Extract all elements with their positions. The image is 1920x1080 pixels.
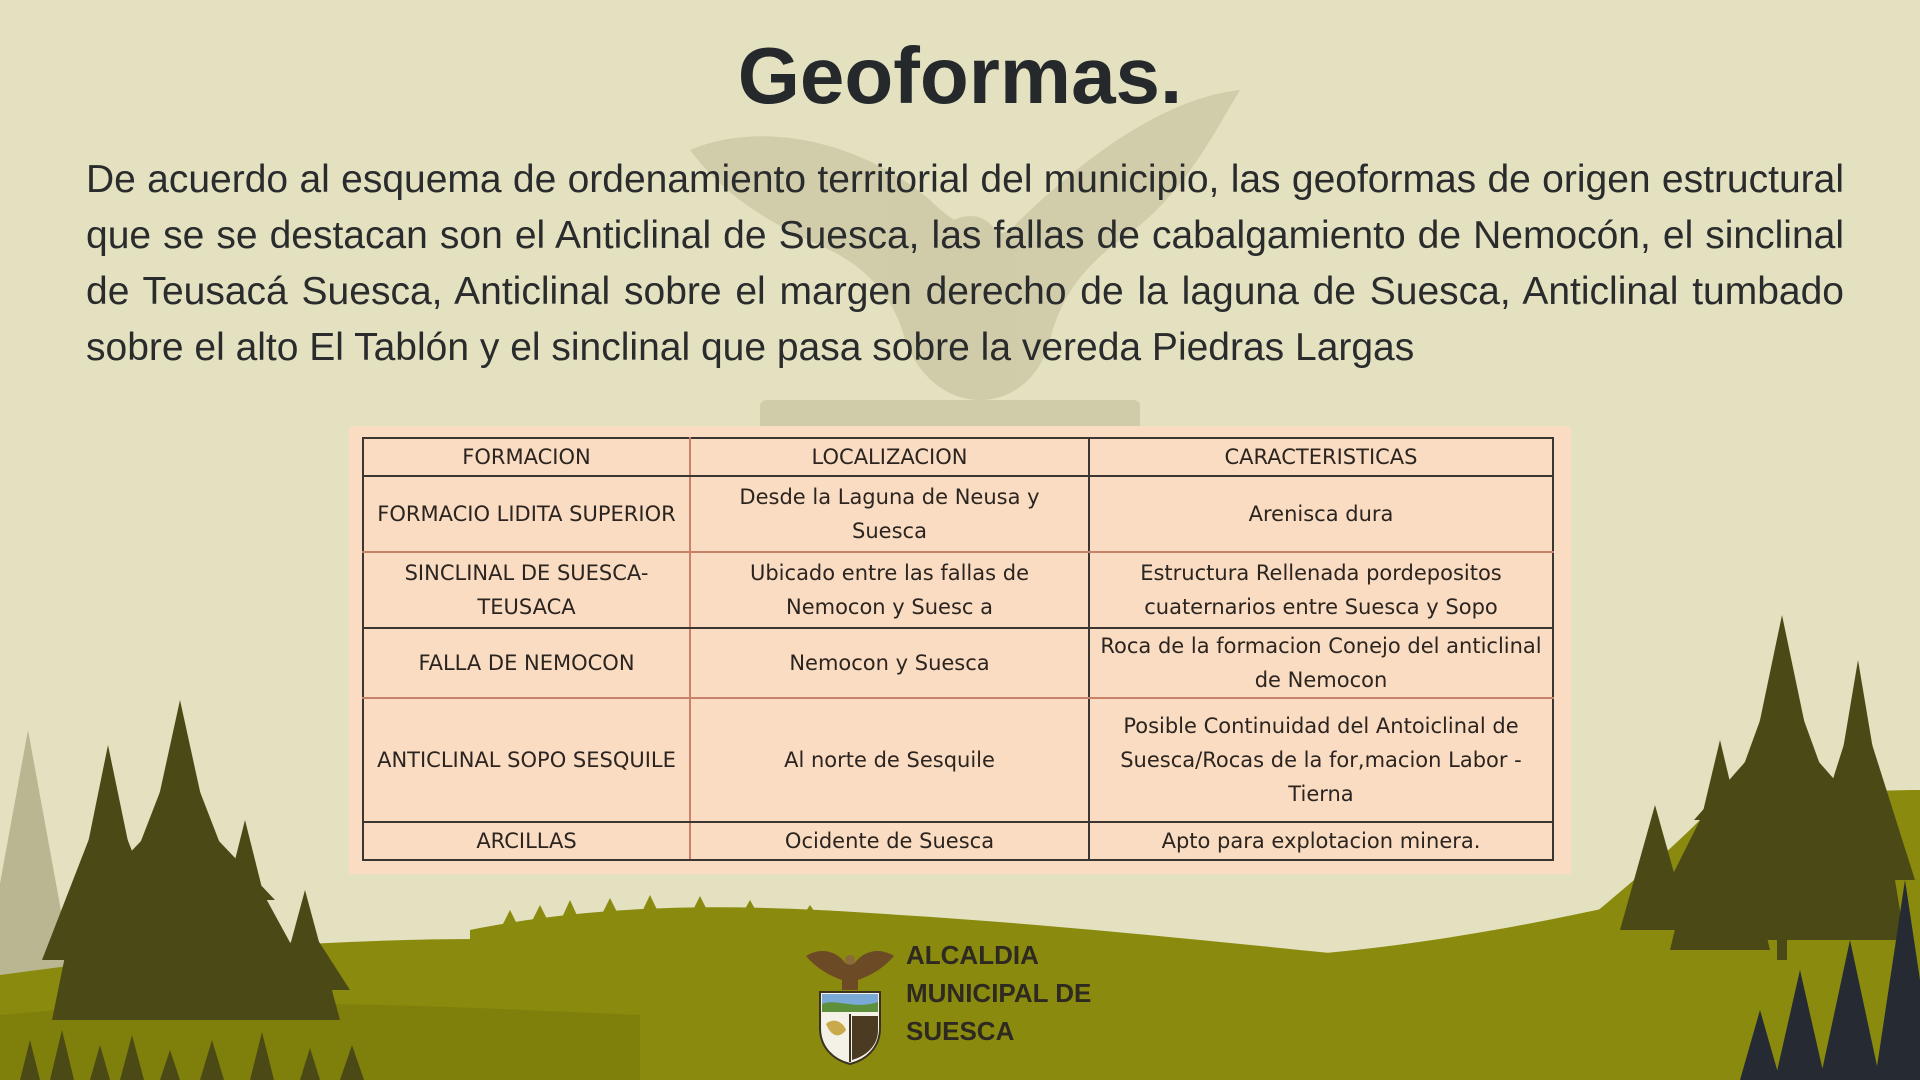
cell-localizacion: Desde la Laguna de Neusa y Suesca [690,476,1089,552]
footer-organization [906,936,1146,1050]
table-row [363,628,1553,698]
table-row [363,822,1553,860]
slide-title: Geoformas. [737,31,1183,120]
cell-formacion: ANTICLINAL SOPO SESQUILE [363,698,690,822]
table-header-row [363,438,1553,476]
footer-line-1: ALCALDIA [906,940,1039,970]
cell-localizacion: Ocidente de Suesca [690,822,1089,860]
cell-caracteristicas: Arenisca dura [1089,476,1553,552]
cell-localizacion: Ubicado entre las fallas de Nemocon y Suesc a [690,552,1089,628]
table-row [363,552,1553,628]
cell-formacion: ARCILLAS [363,822,690,860]
table-row [363,476,1553,552]
cell-formacion: SINCLINAL DE SUESCA-TEUSACA [363,552,690,628]
cell-caracteristicas: Posible Continuidad del Antoiclinal de Suesca/Rocas de la for,macion Labor - Tierna [1089,698,1553,822]
header-formacion: FORMACION [363,438,690,476]
eagle-coat-of-arms-icon [804,938,896,1066]
cell-localizacion: Al norte de Sesquile [690,698,1089,822]
cell-caracteristicas: Roca de la formacion Conejo del anticlinal de Nemocon [1089,628,1553,698]
cell-formacion: FORMACIO LIDITA SUPERIOR [363,476,690,552]
geoformas-table-panel [349,426,1571,874]
footer-line-2: MUNICIPAL DE [906,978,1092,1008]
cell-formacion: FALLA DE NEMOCON [363,628,690,698]
cell-caracteristicas: Apto para explotacion minera. [1089,822,1553,860]
cell-caracteristicas: Estructura Rellenada pordepositos cuaternarios entre Suesca y Sopo [1089,552,1553,628]
body-paragraph: De acuerdo al esquema de ordenamiento territorial del municipio, las geoformas de origen estructural que se se destacan son el Anticlinal de Suesca, las fallas de cabalgamiento de Nemocón, el sinclinal de Teusacá Suesca, Anticlinal sobre el margen derecho de la laguna de Suesca, Anticlinal tumbado sobre el alto El Tablón y el sinclinal que pasa sobre la vereda Piedras Largas [86,158,1844,369]
footer-line-3: SUESCA [906,1016,1015,1046]
header-localizacion: LOCALIZACION [690,438,1089,476]
header-caracteristicas: CARACTERISTICAS [1089,438,1553,476]
table-row [363,698,1553,822]
geoformas-table [362,437,1554,861]
cell-localizacion: Nemocon y Suesca [690,628,1089,698]
